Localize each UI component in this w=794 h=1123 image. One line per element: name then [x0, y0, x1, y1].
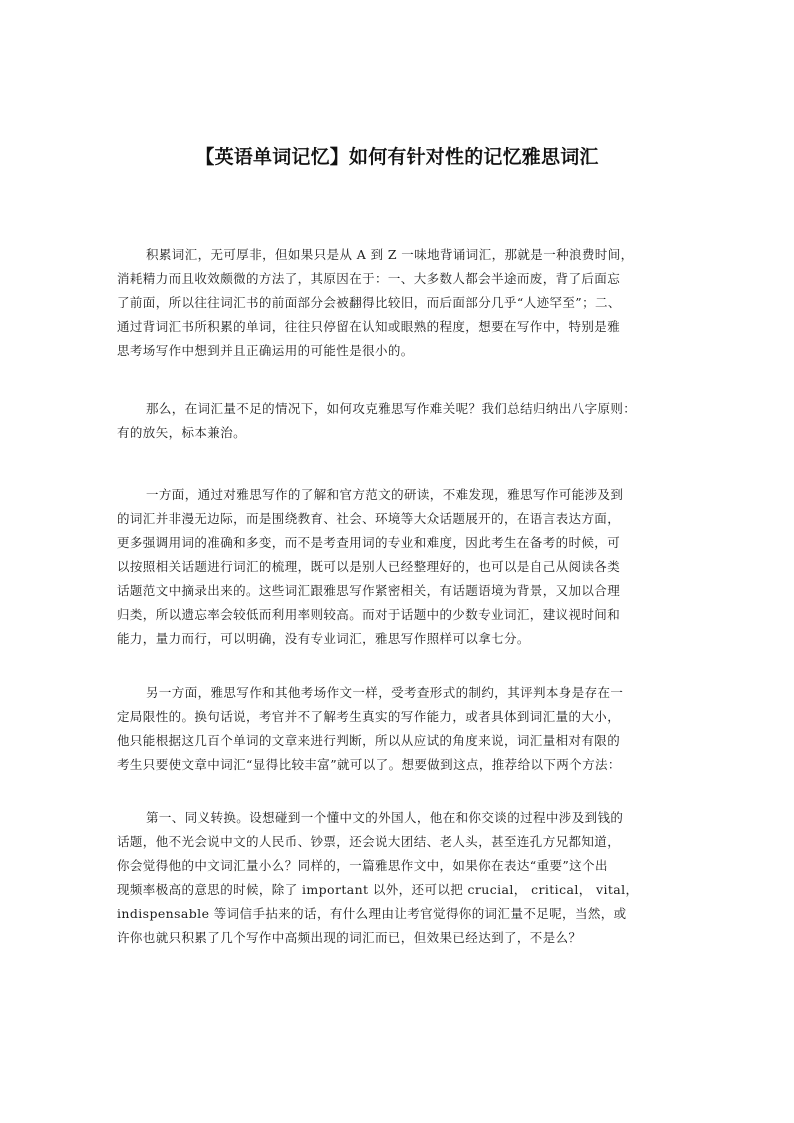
paragraph-line: 通过背词汇书所积累的单词，往往只停留在认知或眼熟的程度，想要在写作中，特别是雅 [117, 319, 621, 334]
paragraph-line: 思考场写作中想到并且正确运用的可能性是很小的。 [117, 343, 414, 358]
paragraph-line: 现频率极高的意思的时候，除了 important 以外，还可以把 crucial， critical， vital， [117, 882, 639, 897]
paragraph-line: 第一、同义转换。设想碰到一个懂中文的外国人，他在和你交谈的过程中涉及到钱的 [146, 810, 624, 825]
paragraph-line: 归类，所以遗忘率会较低而利用率则较高。而对于话题中的少数专业词汇，建议视时间和 [117, 607, 621, 622]
paragraph-line: 另一方面，雅思写作和其他考场作文一样，受考查形式的制约，其评判本身是存在一 [146, 685, 624, 700]
paragraph-line: 那么，在词汇量不足的情况下，如何攻克雅思写作难关呢？我们总结归纳出八字原则： [146, 401, 637, 416]
paragraph-line: 了前面，所以往往词汇书的前面部分会被翻得比较旧，而后面部分几乎“人迹罕至”；二、 [117, 295, 621, 310]
paragraph-line: 能力，量力而行，可以明确，没有专业词汇，雅思写作照样可以拿七分。 [117, 631, 530, 646]
paragraph-line: 一方面，通过对雅思写作的了解和官方范文的研读，不难发现，雅思写作可能涉及到 [146, 487, 624, 502]
paragraph-line: 考生只要使文章中词汇“显得比较丰富”就可以了。想要做到这点，推荐给以下两个方法： [117, 757, 621, 772]
paragraph-4 [117, 681, 682, 777]
paragraph-line: 话题，他不光会说中文的人民币、钞票，还会说大团结、老人头，甚至连孔方兄都知道， [117, 834, 621, 849]
paragraph-1 [117, 243, 682, 363]
paragraph-line: 你会觉得他的中文词汇量小么？同样的，一篇雅思作文中，如果你在表达“重要”这个出 [117, 858, 608, 873]
paragraph-line: 积累词汇，无可厚非，但如果只是从 A 到 Z 一味地背诵词汇，那就是一种浪费时间， [146, 247, 634, 262]
paragraph-line: 的词汇并非漫无边际，而是围绕教育、社会、环境等大众话题展开的，在语言表达方面， [117, 511, 621, 526]
paragraph-line: indispensable 等词信手拈来的话，有什么理由让考官觉得你的词汇量不足呢，当然，或 [117, 906, 627, 921]
document-title: 【英语单词记忆】如何有针对性的记忆雅思词汇 [195, 146, 599, 168]
paragraph-line: 话题范文中摘录出来的。这些词汇跟雅思写作紧密相关，有话题语境为背景，又加以合理 [117, 583, 621, 598]
paragraph-3 [117, 483, 682, 651]
paragraph-line: 许你也就只积累了几个写作中高频出现的词汇而已，但效果已经达到了，不是么？ [117, 930, 582, 945]
paragraph-line: 他只能根据这几百个单词的文章来进行判断，所以从应试的角度来说，词汇量相对有限的 [117, 733, 621, 748]
paragraph-line: 定局限性的。换句话说，考官并不了解考生真实的写作能力，或者具体到词汇量的大小， [117, 709, 621, 724]
paragraph-line: 更多强调用词的准确和多变，而不是考查用词的专业和难度，因此考生在备考的时候，可 [117, 535, 621, 550]
paragraph-line: 有的放矢，标本兼治。 [117, 425, 247, 440]
paragraph-line: 消耗精力而且收效颇微的方法了，其原因在于：一、大多数人都会半途而废，背了后面忘 [117, 271, 621, 286]
paragraph-line: 以按照相关话题进行词汇的梳理，既可以是别人已经整理好的，也可以是自己从阅读各类 [117, 559, 621, 574]
paragraph-2 [117, 397, 682, 445]
paragraph-5 [117, 806, 682, 950]
